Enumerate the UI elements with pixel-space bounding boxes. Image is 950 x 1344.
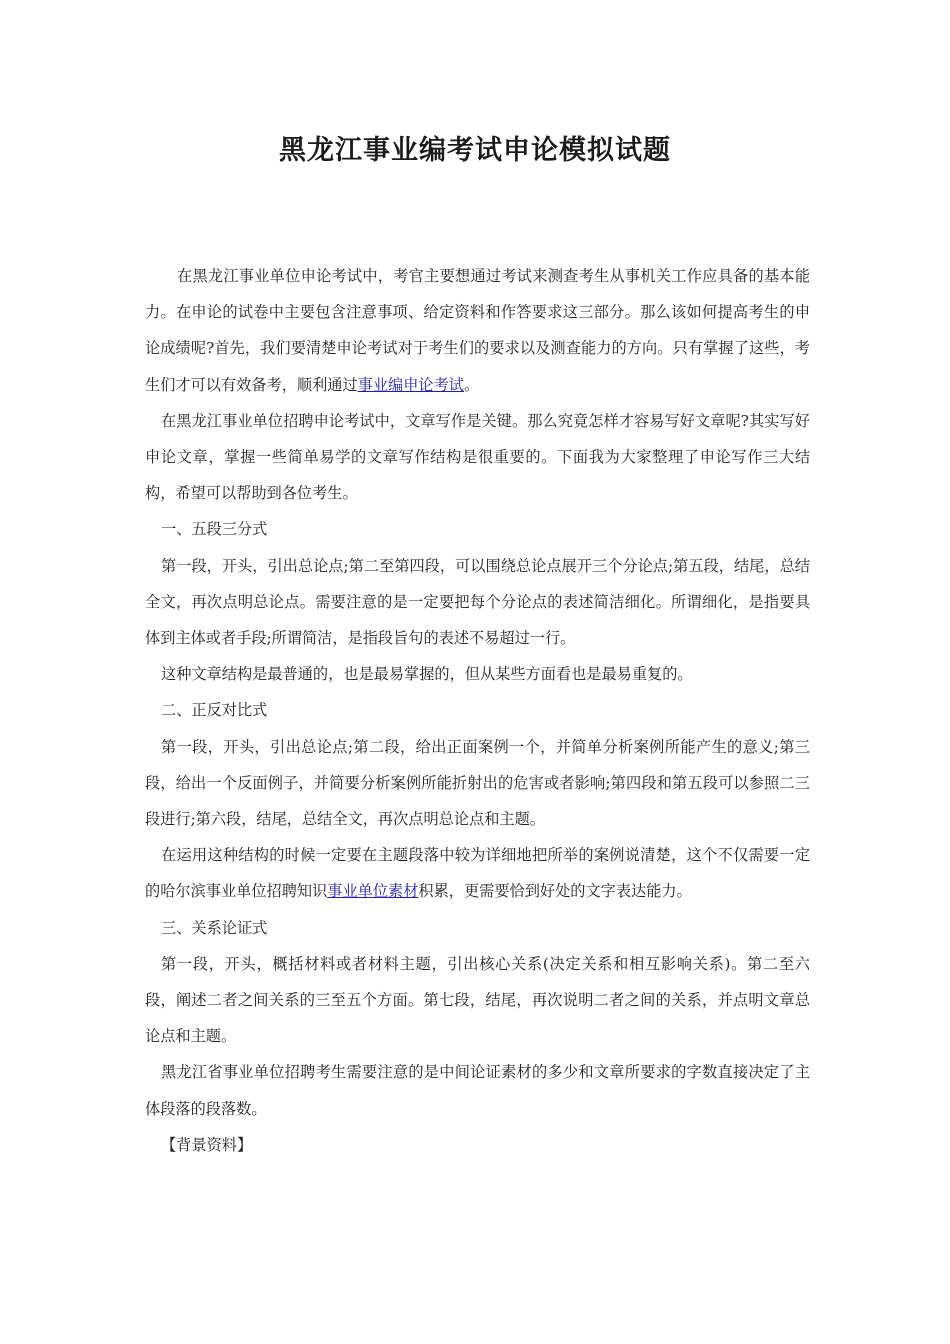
contrast-note-text: 在运用这种结构的时候一定要在主题段落中较为详细地把所举的案例说清楚，这个不仅需要一定的哈尔滨事业单位招聘知识: [145, 846, 810, 901]
relation-note: 黑龙江省事业单位招聘考生需要注意的是中间论证素材的多少和文章所要求的字数直接决定了主体段落的段落数。: [145, 1063, 810, 1118]
contrast-note-text-end: 积累，更需要恰到好处的文字表达能力。: [418, 882, 692, 901]
intro-paragraph: [145, 258, 810, 403]
section-heading-1: 一、五段三分式: [161, 520, 268, 539]
contrast-paragraph: 第一段，开头，引出总论点;第二段，给出正面案例一个，并简单分析案例所能产生的意义;第三段，给出一个反面例子，并简要分析案例所能折射出的危害或者影响;第四段和第五段可以参照二三段进行;第六段，结尾，总结全文，再次点明总论点和主题。: [145, 737, 810, 829]
section-heading-2: 二、正反对比式: [161, 701, 268, 720]
exam-link[interactable]: 事业编申论考试: [357, 375, 464, 394]
background-heading: 【背景资料】: [161, 1135, 253, 1154]
relation-paragraph: 第一段，开头，概括材料或者材料主题，引出核心关系(决定关系和相互影响关系)。第二至六段，阐述二者之间关系的三至五个方面。第七段，结尾，再次说明二者之间的关系，并点明文章总论点和主题。: [145, 954, 810, 1046]
five-part-paragraph: 第一段，开头，引出总论点;第二至第四段，可以围绕总论点展开三个分论点;第五段，结尾，总结全文，再次点明总论点。需要注意的是一定要把每个分论点的表述简洁细化。所谓细化，是指要具体到主体或者手段;所谓简洁，是指段旨句的表述不易超过一行。: [145, 556, 810, 648]
five-part-note: 这种文章结构是最普通的，也是最易掌握的，但从某些方面看也是最易重复的。: [161, 665, 693, 684]
writing-key-paragraph: 在黑龙江事业单位招聘申论考试中，文章写作是关键。那么究竟怎样才容易写好文章呢?其实写好申论文章，掌握一些简单易学的文章写作结构是很重要的。下面我为大家整理了申论写作三大结构，希望可以帮助到各位考生。: [145, 411, 810, 503]
intro-text-end: 。: [463, 375, 480, 394]
document-title: 黑龙江事业编考试申论模拟试题: [279, 135, 671, 166]
contrast-note-paragraph: [145, 837, 810, 909]
material-link[interactable]: 事业单位素材: [327, 882, 419, 901]
document-body: [145, 258, 810, 1163]
intro-text: 在黑龙江事业单位申论考试中，考官主要想通过考试来测查考生从事机关工作应具备的基本能力。在申论的试卷中主要包含注意事项、给定资料和作答要求这三部分。那么该如何提高考生的申论成绩呢?首先，我们要清楚申论考试对于考生们的要求以及测查能力的方向。只有掌握了这些，考生们才可以有效备考，顺利通过: [145, 267, 810, 394]
section-heading-3: 三、关系论证式: [161, 918, 268, 937]
